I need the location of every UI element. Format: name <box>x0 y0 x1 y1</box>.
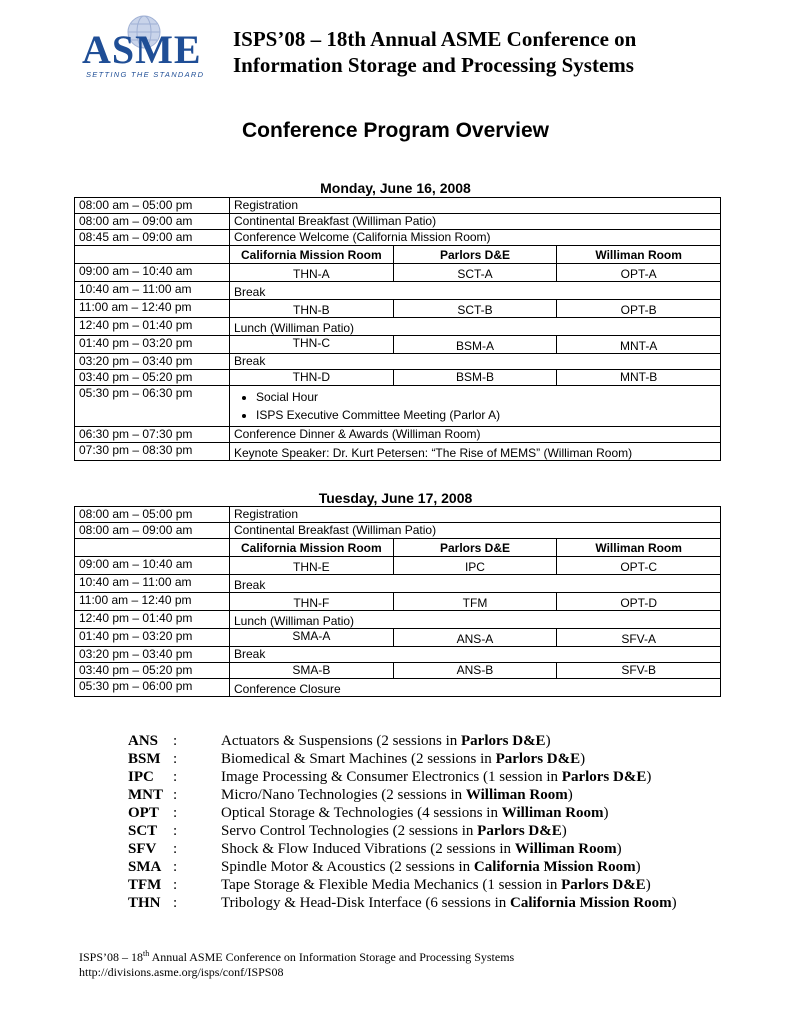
legend-colon: : <box>173 895 178 911</box>
legend-desc-text: Actuators & Suspensions (2 sessions in <box>221 733 461 749</box>
page-title: Conference Program Overview <box>242 119 549 142</box>
time-cell: 03:20 pm – 03:40 pm <box>75 354 230 370</box>
session-cell: SFV-A <box>557 629 721 647</box>
legend-row <box>128 858 677 876</box>
session-cell: MNT-B <box>557 370 721 386</box>
footer-text: ISPS’08 – 18 <box>79 950 144 964</box>
table-row <box>75 593 721 611</box>
table-row <box>75 282 721 300</box>
legend-colon: : <box>173 859 178 875</box>
time-cell: 03:20 pm – 03:40 pm <box>75 647 230 663</box>
session-cell: THN-E <box>230 557 394 575</box>
table-row <box>75 198 721 214</box>
table-row <box>75 557 721 575</box>
legend-room: California Mission Room <box>509 895 672 911</box>
session-cell: SMA-A <box>230 629 394 647</box>
room-header: Williman Room <box>557 539 721 557</box>
legend-room: Williman Room <box>514 841 617 857</box>
event-cell: Lunch (Williman Patio) <box>230 318 721 336</box>
legend-code: SFV <box>128 841 157 857</box>
legend-desc-text: Shock & Flow Induced Vibrations (2 sessions in <box>221 841 515 857</box>
footer-line1 <box>79 946 514 965</box>
table-row <box>75 336 721 354</box>
table-header-row <box>75 246 721 264</box>
time-cell: 01:40 pm – 03:20 pm <box>75 336 230 354</box>
room-header: Williman Room <box>557 246 721 264</box>
session-cell: THN-F <box>230 593 394 611</box>
session-cell: SFV-B <box>557 663 721 679</box>
legend-code: SMA <box>128 859 162 875</box>
session-cell: OPT-A <box>557 264 721 282</box>
legend-row <box>128 894 677 912</box>
legend-colon: : <box>173 823 178 839</box>
event-cell: Break <box>230 282 721 300</box>
legend-colon: : <box>173 787 178 803</box>
table-row <box>75 575 721 593</box>
legend-code: THN <box>128 895 161 911</box>
session-cell: THN-A <box>230 264 394 282</box>
event-cell: Continental Breakfast (Williman Patio) <box>230 523 721 539</box>
legend-desc: Spindle Motor & Acoustics (2 sessions in California Mission Room) <box>221 859 641 875</box>
legend-room: Parlors D&E <box>495 751 581 767</box>
table-row <box>75 507 721 523</box>
time-cell: 11:00 am – 12:40 pm <box>75 300 230 318</box>
logo-tagline: SETTING THE STANDARD <box>86 70 205 79</box>
time-cell: 09:00 am – 10:40 am <box>75 557 230 575</box>
room-header: Parlors D&E <box>393 539 557 557</box>
conference-title-line1: ISPS’08 – 18th Annual ASME Conference on <box>233 27 637 51</box>
legend-desc-text: Biomedical & Smart Machines (2 sessions in <box>221 751 496 767</box>
session-cell: THN-C <box>230 336 394 354</box>
time-cell <box>75 539 230 557</box>
legend-room: Williman Room <box>465 787 568 803</box>
time-cell: 11:00 am – 12:40 pm <box>75 593 230 611</box>
table-row <box>75 354 721 370</box>
time-cell: 08:00 am – 05:00 pm <box>75 507 230 523</box>
legend-code: TFM <box>128 877 162 893</box>
conference-title-line2: Information Storage and Processing Systems <box>233 53 634 77</box>
time-cell: 07:30 pm – 08:30 pm <box>75 443 230 461</box>
session-cell: ANS-B <box>393 663 557 679</box>
legend-colon: : <box>173 877 178 893</box>
table-row <box>75 214 721 230</box>
table-row <box>75 370 721 386</box>
table-row <box>75 679 721 697</box>
legend-desc: Tape Storage & Flexible Media Mechanics (1 session in Parlors D&E) <box>221 877 651 893</box>
session-cell: BSM-A <box>393 336 557 354</box>
session-cell: OPT-C <box>557 557 721 575</box>
event-cell: Break <box>230 575 721 593</box>
table-row <box>75 647 721 663</box>
event-cell: Lunch (Williman Patio) <box>230 611 721 629</box>
time-cell: 09:00 am – 10:40 am <box>75 264 230 282</box>
legend-desc-text: Image Processing & Consumer Electronics (1 session in <box>221 769 562 785</box>
session-cell: THN-D <box>230 370 394 386</box>
list-item: • ISPS Executive Committee Meeting (Parlor A) <box>256 406 716 424</box>
legend-colon: : <box>173 841 178 857</box>
session-cell: SCT-A <box>393 264 557 282</box>
event-cell: Break <box>230 647 721 663</box>
time-cell: 06:30 pm – 07:30 pm <box>75 427 230 443</box>
legend-desc: Biomedical & Smart Machines (2 sessions in Parlors D&E) <box>221 751 586 767</box>
event-cell <box>230 386 721 427</box>
legend-desc: Shock & Flow Induced Vibrations (2 sessions in Williman Room) <box>221 841 622 857</box>
table-row <box>75 300 721 318</box>
legend-code: OPT <box>128 805 159 821</box>
legend-row <box>128 840 677 858</box>
legend-row <box>128 822 677 840</box>
time-cell: 10:40 am – 11:00 am <box>75 282 230 300</box>
legend-code: SCT <box>128 823 158 839</box>
legend-row <box>128 750 677 768</box>
day2-title: Tuesday, June 17, 2008 <box>318 490 473 506</box>
list-item: • Social Hour <box>256 388 716 406</box>
legend-desc: Tribology & Head-Disk Interface (6 sessions in California Mission Room) <box>221 895 677 911</box>
table-row <box>75 318 721 336</box>
time-cell <box>75 246 230 264</box>
time-cell: 08:00 am – 09:00 am <box>75 214 230 230</box>
event-cell: Conference Dinner & Awards (Williman Room) <box>230 427 721 443</box>
time-cell: 12:40 pm – 01:40 pm <box>75 318 230 336</box>
table-row <box>75 663 721 679</box>
session-cell: THN-B <box>230 300 394 318</box>
legend-row <box>128 768 677 786</box>
legend-room: Parlors D&E <box>561 769 647 785</box>
table-row <box>75 629 721 647</box>
event-cell: Registration <box>230 507 721 523</box>
room-header: Parlors D&E <box>393 246 557 264</box>
legend-room: Williman Room <box>501 805 604 821</box>
session-cell: SMA-B <box>230 663 394 679</box>
logo-text: ASME <box>82 27 202 72</box>
time-cell: 01:40 pm – 03:20 pm <box>75 629 230 647</box>
legend-desc-text: Servo Control Technologies (2 sessions in <box>221 823 478 839</box>
time-cell: 08:45 am – 09:00 am <box>75 230 230 246</box>
session-cell: SCT-B <box>393 300 557 318</box>
time-cell: 08:00 am – 05:00 pm <box>75 198 230 214</box>
day1-schedule-table <box>74 197 721 461</box>
asme-logo <box>78 12 213 82</box>
table-row <box>75 427 721 443</box>
footer-sup: th <box>143 949 150 958</box>
session-cell: IPC <box>393 557 557 575</box>
session-legend <box>128 732 677 912</box>
table-row <box>75 264 721 282</box>
legend-desc: Servo Control Technologies (2 sessions in Parlors D&E) <box>221 823 567 839</box>
table-header-row <box>75 539 721 557</box>
legend-desc-text: Tape Storage & Flexible Media Mechanics (1 session in <box>221 877 562 893</box>
conference-title <box>233 26 753 78</box>
session-cell: TFM <box>393 593 557 611</box>
footer-text: Annual ASME Conference on Information Storage and Processing Systems <box>149 950 515 964</box>
legend-colon: : <box>173 733 178 749</box>
legend-desc: Micro/Nano Technologies (2 sessions in Williman Room) <box>221 787 573 803</box>
legend-room: Parlors D&E <box>477 823 562 839</box>
table-row <box>75 230 721 246</box>
legend-desc: Actuators & Suspensions (2 sessions in Parlors D&E) <box>221 733 551 749</box>
time-cell: 03:40 pm – 05:20 pm <box>75 663 230 679</box>
time-cell: 05:30 pm – 06:30 pm <box>75 386 230 427</box>
legend-desc-text: Optical Storage & Technologies (4 sessions in <box>221 805 502 821</box>
event-cell: Registration <box>230 198 721 214</box>
legend-code: ANS <box>128 733 159 749</box>
legend-room: Parlors D&E <box>461 733 546 749</box>
legend-code: MNT <box>128 787 163 803</box>
legend-room: Parlors D&E <box>561 877 646 893</box>
table-row <box>75 443 721 461</box>
time-cell: 12:40 pm – 01:40 pm <box>75 611 230 629</box>
legend-colon: : <box>173 751 178 767</box>
session-cell: MNT-A <box>557 336 721 354</box>
legend-desc-text: Micro/Nano Technologies (2 sessions in <box>221 787 466 803</box>
legend-row <box>128 804 677 822</box>
footer-url[interactable]: http://divisions.asme.org/isps/conf/ISPS08 <box>79 965 284 979</box>
session-cell: OPT-D <box>557 593 721 611</box>
legend-room: California Mission Room <box>473 859 636 875</box>
legend-colon: : <box>173 805 178 821</box>
session-cell: OPT-B <box>557 300 721 318</box>
legend-colon: : <box>173 769 178 785</box>
time-cell: 08:00 am – 09:00 am <box>75 523 230 539</box>
session-cell: BSM-B <box>393 370 557 386</box>
time-cell: 10:40 am – 11:00 am <box>75 575 230 593</box>
table-row <box>75 386 721 427</box>
legend-code: BSM <box>128 751 161 767</box>
legend-desc: Optical Storage & Technologies (4 sessions in Williman Room) <box>221 805 609 821</box>
time-cell: 03:40 pm – 05:20 pm <box>75 370 230 386</box>
event-cell: Conference Welcome (California Mission Room) <box>230 230 721 246</box>
session-cell: ANS-A <box>393 629 557 647</box>
room-header: California Mission Room <box>230 539 394 557</box>
time-cell: 05:30 pm – 06:00 pm <box>75 679 230 697</box>
event-cell: Keynote Speaker: Dr. Kurt Petersen: “The Rise of MEMS” (Williman Room) <box>230 443 721 461</box>
table-row <box>75 611 721 629</box>
event-cell: Break <box>230 354 721 370</box>
day1-title: Monday, June 16, 2008 <box>320 180 471 196</box>
day2-schedule-table <box>74 506 721 697</box>
event-cell: Continental Breakfast (Williman Patio) <box>230 214 721 230</box>
legend-desc-text: Spindle Motor & Acoustics (2 sessions in <box>221 859 474 875</box>
room-header: California Mission Room <box>230 246 394 264</box>
event-list <box>234 388 716 424</box>
legend-row <box>128 732 677 750</box>
page-footer <box>79 946 514 980</box>
legend-code: IPC <box>128 769 154 785</box>
legend-desc-text: Tribology & Head-Disk Interface (6 sessions in <box>221 895 510 911</box>
legend-row <box>128 786 677 804</box>
legend-desc: Image Processing & Consumer Electronics (1 session in Parlors D&E) <box>221 769 652 785</box>
event-cell: Conference Closure <box>230 679 721 697</box>
legend-row <box>128 876 677 894</box>
table-row <box>75 523 721 539</box>
